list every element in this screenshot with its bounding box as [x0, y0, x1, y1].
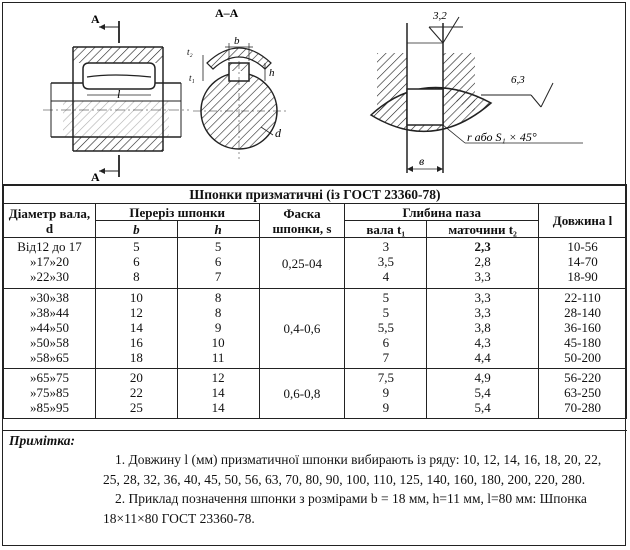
- cell-b: 6: [133, 254, 140, 269]
- cell-h: 8: [214, 305, 222, 320]
- section-label: A–A: [215, 6, 239, 20]
- cell-h: 6: [214, 254, 222, 269]
- dim-b2-label: в: [419, 154, 425, 168]
- cell-t1: 5: [382, 305, 390, 320]
- note-line-1: 1. Довжину l (мм) призматичної шпонки вибирають із ряду: 10, 12, 14, 16, 18, 20, 22, 25, 28, 32, 36, 40, 45, 50, 56, 63, 70, 80, 90, 100, 110, 125, 140, 160, 180, 200, 220, 280.: [103, 452, 602, 487]
- cell-b: 14: [129, 320, 143, 335]
- key-detail-view: [371, 10, 583, 173]
- cell-t2: 3,3: [474, 269, 491, 284]
- roughness-1: 3,2: [433, 10, 447, 22]
- cell-h: 14: [211, 385, 225, 400]
- cell-h: 10: [211, 335, 225, 350]
- cell-d: »50»58: [29, 335, 69, 350]
- cut-mark-bottom: A: [91, 170, 100, 184]
- cell-t2: 4,9: [474, 370, 491, 385]
- longitudinal-view: [43, 12, 189, 184]
- dim-d-label: d: [275, 126, 281, 140]
- cell-d: »22»30: [29, 269, 69, 284]
- key-drawing-svg: [3, 3, 627, 185]
- cell-t2: 5,4: [474, 400, 491, 415]
- note-body: [103, 450, 613, 528]
- cell-b: 20: [129, 370, 143, 385]
- cross-section-view: [187, 6, 287, 159]
- dim-t1-label: t₁: [189, 73, 195, 83]
- cell-d: »17»20: [29, 254, 69, 269]
- cell-t2: 4,3: [474, 335, 491, 350]
- cell-d: »44»50: [29, 320, 69, 335]
- cell-t1: 9: [382, 400, 390, 415]
- cell-b: 18: [129, 350, 143, 365]
- table-row-group-3: [4, 369, 627, 419]
- cell-t1: 5: [382, 290, 390, 305]
- cell-h: 12: [211, 370, 225, 385]
- header-depth: Глибина паза: [345, 204, 539, 221]
- note-line-2: 2. Приклад позначення шпонки з розмірами b = 18 мм, h=11 мм, l=80 мм: Шпонка 18×11×80 ГОСТ 23360-78.: [103, 491, 587, 526]
- cell-t2: 2,8: [474, 254, 491, 269]
- dim-l-label: l: [117, 87, 121, 101]
- header-depth-shaft: вала t₁: [345, 221, 427, 238]
- dim-t2-label: t₂: [187, 47, 193, 57]
- roughness-2: 6,3: [511, 74, 525, 86]
- cell-d: »75»85: [29, 385, 69, 400]
- cell-t1: 7,5: [377, 370, 394, 385]
- table-caption: Шпонки призматичні (із ГОСТ 23360-78): [4, 186, 627, 204]
- header-length: Довжина l: [539, 204, 627, 238]
- header-section-b: b: [95, 221, 177, 238]
- cell-s: 0,25-04: [259, 238, 345, 289]
- cell-t1: 5,5: [377, 320, 394, 335]
- cell-t2: 5,4: [474, 385, 491, 400]
- cell-t2: 3,3: [474, 290, 491, 305]
- cell-t2: 3,3: [474, 305, 491, 320]
- cut-mark-top: A: [91, 12, 100, 26]
- cell-t2: 3,8: [474, 320, 491, 335]
- cell-d: »58»65: [29, 350, 69, 365]
- cell-h: 7: [214, 269, 222, 284]
- cell-h: 14: [211, 400, 225, 415]
- cell-b: 8: [133, 269, 140, 284]
- cell-l: 50-200: [564, 350, 601, 365]
- cell-t1: 7: [382, 350, 390, 365]
- cell-d: »65»75: [29, 370, 69, 385]
- cell-t1: 3,5: [377, 254, 394, 269]
- header-depth-hub: маточини t₂: [427, 221, 539, 238]
- cell-b: 25: [129, 400, 143, 415]
- note-title: Примітка:: [9, 433, 76, 448]
- cell-t1: 9: [382, 385, 390, 400]
- cell-b: 10: [129, 290, 143, 305]
- header-section: Переріз шпонки: [95, 204, 259, 221]
- dim-h-label: h: [269, 67, 275, 79]
- cell-t1: 3: [382, 239, 390, 254]
- cell-l: 22-110: [564, 290, 601, 305]
- cell-l: 56-220: [564, 370, 601, 385]
- cell-l: 18-90: [567, 269, 598, 284]
- dim-b-label: b: [234, 35, 240, 47]
- cell-h: 9: [214, 320, 222, 335]
- table-row-group-1: [4, 238, 627, 289]
- header-chamfer: Фаска шпонки, s: [259, 204, 345, 238]
- cell-l: 70-280: [564, 400, 601, 415]
- chamfer-note: r або S₁ × 45°: [467, 130, 537, 144]
- cell-l: 14-70: [567, 254, 598, 269]
- cell-l: 63-250: [564, 385, 601, 400]
- cell-t2: 2,3: [474, 239, 491, 254]
- cell-b: 16: [129, 335, 143, 350]
- cell-b: 22: [129, 385, 143, 400]
- cell-l: 10-56: [567, 239, 598, 254]
- cell-l: 45-180: [564, 335, 601, 350]
- cell-d: »85»95: [29, 400, 69, 415]
- cell-h: 8: [214, 290, 222, 305]
- technical-drawing: [3, 3, 627, 185]
- document-frame: [2, 2, 626, 546]
- cell-t2: 4,4: [474, 350, 491, 365]
- cell-h: 5: [214, 239, 222, 254]
- cell-l: 28-140: [564, 305, 601, 320]
- cell-b: 5: [133, 239, 140, 254]
- cell-t1: 4: [382, 269, 390, 284]
- cell-l: 36-160: [564, 320, 601, 335]
- cell-s: 0,6-0,8: [259, 369, 345, 419]
- cell-d: »30»38: [29, 290, 69, 305]
- cell-t1: 6: [382, 335, 390, 350]
- header-diameter: Діаметр вала, d: [4, 204, 96, 238]
- header-section-h: h: [177, 221, 259, 238]
- cell-d: Від12 до 17: [17, 239, 82, 254]
- cell-d: »38»44: [29, 305, 69, 320]
- cell-h: 11: [211, 350, 225, 365]
- table-row-group-2: [4, 289, 627, 369]
- cell-s: 0,4-0,6: [259, 289, 345, 369]
- key-spec-table: [3, 185, 627, 419]
- note-section: [3, 430, 627, 547]
- cell-b: 12: [129, 305, 143, 320]
